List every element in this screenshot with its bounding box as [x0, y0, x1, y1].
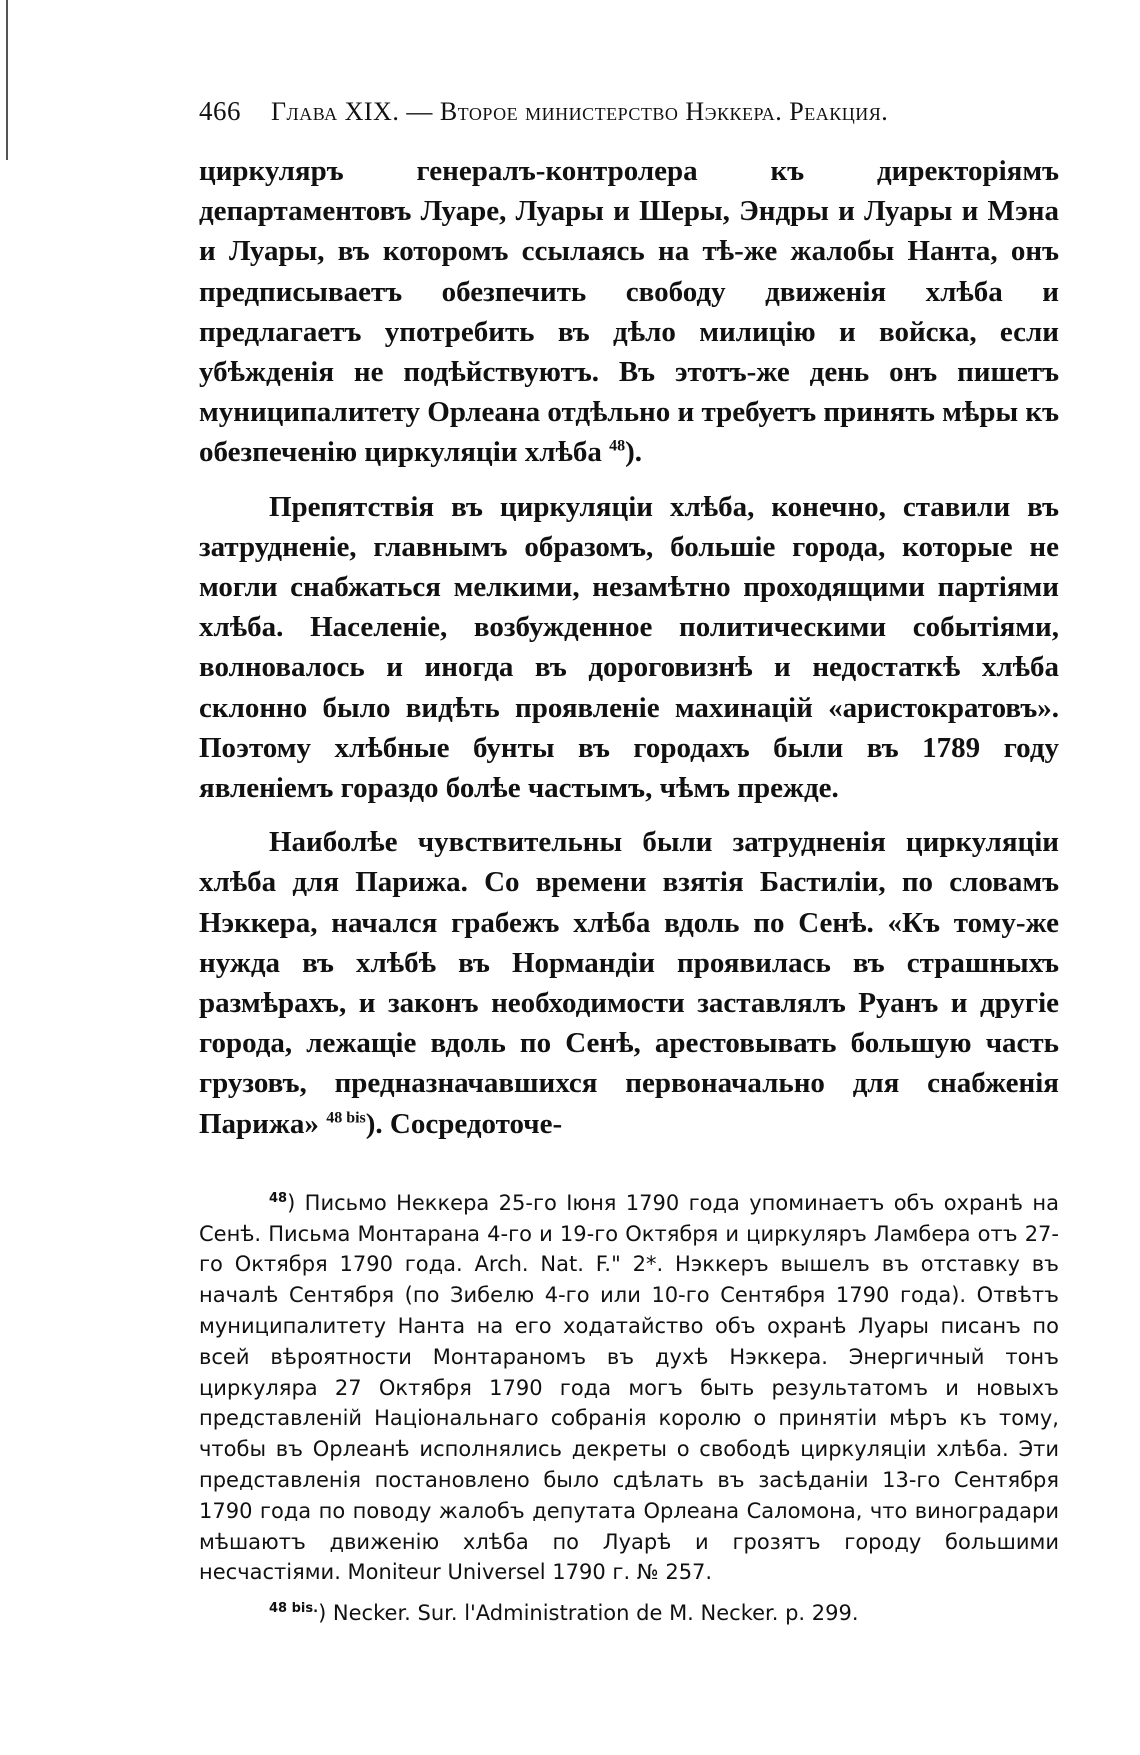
footnote-mark: 48	[269, 1190, 288, 1206]
running-title: Глава XIX. — Второе министерство Нэккера. Реакция.	[271, 97, 889, 126]
paragraph-2	[199, 487, 1059, 809]
paragraph-3	[199, 822, 1059, 1144]
footnote-text: ) Necker. Sur. l'Administration de M. Necker. p. 299.	[318, 1601, 859, 1626]
footnote-text: ) Письмо Неккера 25-го Іюня 1790 года упоминаетъ объ охранѣ на Сенѣ. Письма Монтарана 4-го и 19-го Октября и циркуляръ Ламбера отъ 27-го Октября 1790 года. Arch. Nat. F." 2*. Нэккеръ вышелъ въ отставку въ началѣ Сентября (по Зибелю 4-го или 10-го Сентября 1790 года). Отвѣтъ муниципалитету Нанта на его ходатайство объ охранѣ Луары писанъ по всей вѣроятности Монтараномъ въ духѣ Нэккера. Энергичный тонъ циркуляра 27 Октября 1790 года могъ быть результатомъ и новыхъ представленій Національнаго собранія королю о принятіи мѣръ къ тому, чтобы въ Орлеанѣ исполнялись декреты о свободѣ циркуляціи хлѣба. Эти представленія постановлено было сдѣлать въ засѣданіи 13-го Сентября 1790 года по поводу жалобъ депутата Орлеана Саломона, что виноградари мѣшаютъ движенію хлѣба по Луарѣ и грозятъ городу большими несчастіями. Moniteur Universel 1790 г. № 257.	[199, 1190, 1059, 1585]
paragraph-tail: ). Сосредоточе-	[365, 1107, 563, 1140]
footnote-ref: 48 bis	[326, 1109, 366, 1127]
paragraph-1	[199, 151, 1059, 473]
footnote-48	[199, 1188, 1059, 1588]
page-edge-line	[6, 0, 8, 160]
paragraph-text: Наиболѣе чувствительны были затрудненія циркуляціи хлѣба для Парижа. Со времени взятія Бастиліи, по словамъ Нэккера, начался грабежъ хлѣба вдоль по Сенѣ. «Къ тому-же нужда въ хлѣбѣ въ Нормандіи проявилась въ страшныхъ размѣрахъ, и законъ необходимости заставлялъ Руанъ и другіе города, лежащіе вдоль по Сенѣ, арестовывать большую часть грузовъ, предназначавшихся первоначально для снабженія Парижа»	[199, 826, 1059, 1140]
book-page	[199, 96, 1059, 1629]
body-text	[199, 151, 1059, 1144]
page-header	[199, 96, 1059, 127]
footnotes	[199, 1188, 1059, 1629]
footnote-ref: 48	[609, 437, 626, 455]
page-number: 466	[199, 96, 241, 126]
paragraph-text: циркуляръ генералъ-контролера къ директоріямъ департаментовъ Луаре, Луары и Шеры, Эндры и Луары и Мэна и Луары, въ которомъ ссылаясь на тѣ-же жалобы Нанта, онъ предписываетъ обезпечить свободу движенія хлѣба и предлагаетъ употребить въ дѣло милицію и войска, если убѣжденія не подѣйствуютъ. Въ этотъ-же день онъ пишетъ муниципалитету Орлеана отдѣльно и требуетъ принять мѣры къ обезпеченію циркуляціи хлѣба	[199, 155, 1059, 469]
paragraph-text: Препятствія въ циркуляціи хлѣба, конечно, ставили въ затрудненіе, главнымъ образомъ, большіе города, которые не могли снабжаться мелкими, незамѣтно проходящими партіями хлѣба. Населеніе, возбужденное политическими событіями, волновалось и иногда въ дороговизнѣ и недостаткѣ хлѣба склонно было видѣть проявленіе махинацій «аристократовъ». Поэтому хлѣбные бунты въ городахъ были въ 1789 году явленіемъ гораздо болѣе частымъ, чѣмъ прежде.	[199, 490, 1059, 805]
paragraph-tail: ).	[625, 436, 643, 469]
footnote-48-bis	[199, 1598, 1059, 1629]
footnote-mark: 48 bis.	[269, 1601, 319, 1617]
